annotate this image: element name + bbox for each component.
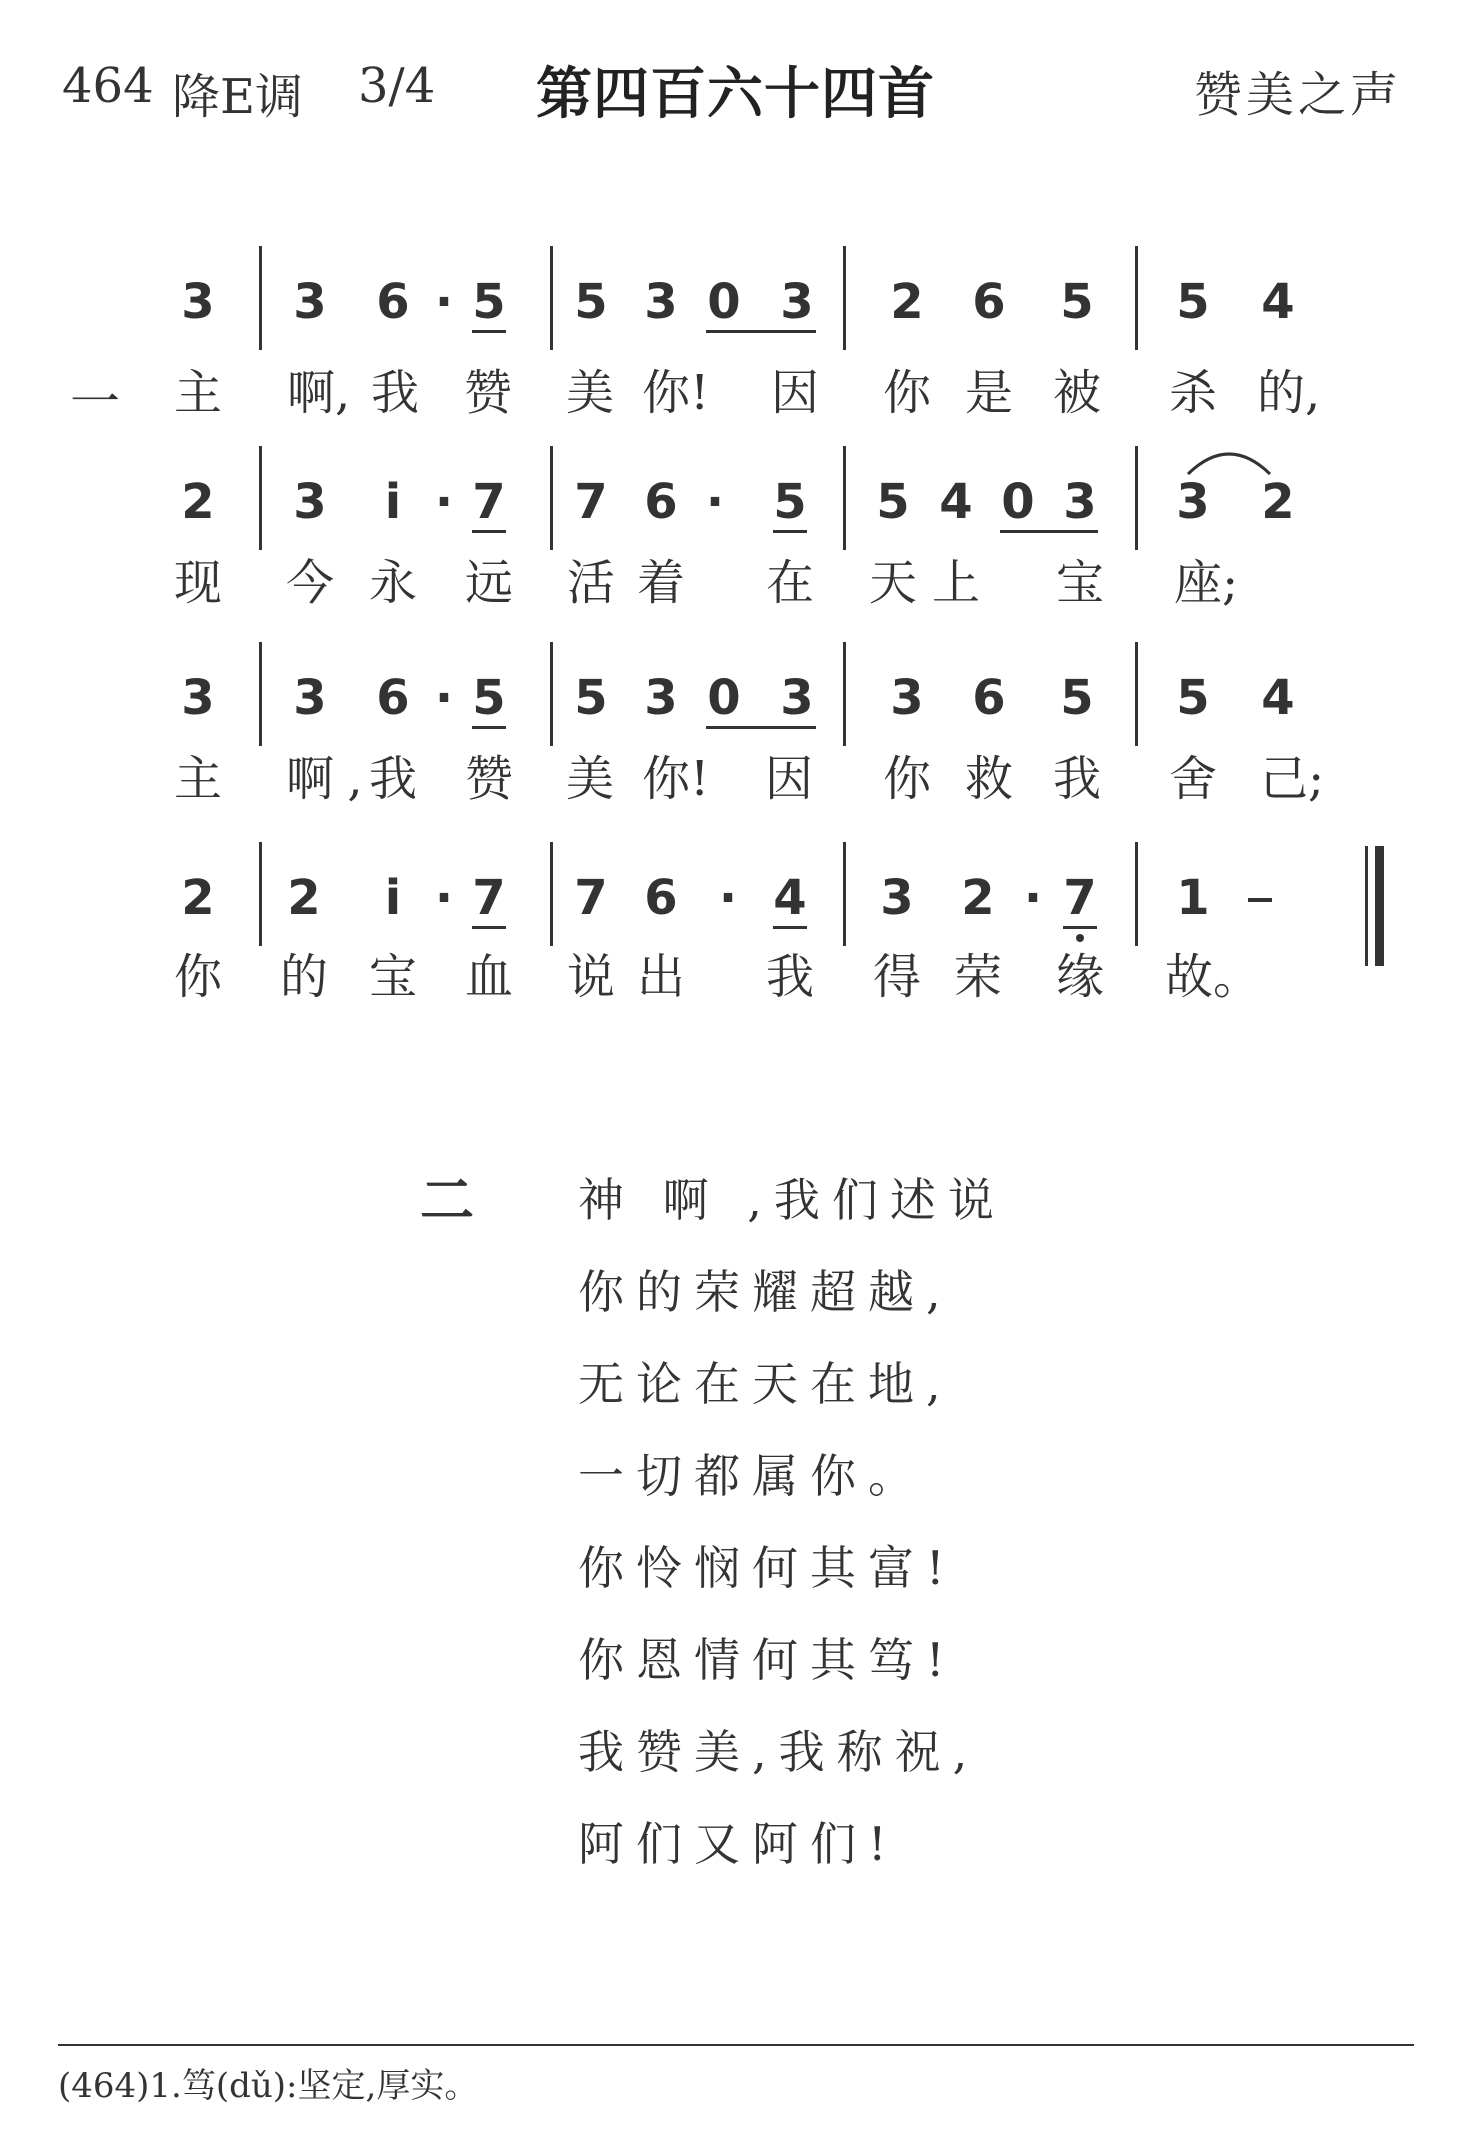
note: 6 — [644, 870, 678, 926]
note: 5 — [472, 670, 506, 726]
lyric: 因 — [764, 751, 813, 807]
verse-two-line: 无论在天在地, — [578, 1357, 953, 1411]
verse-two-line: 你怜悯何其富! — [578, 1541, 957, 1595]
note: 4 — [1261, 274, 1295, 330]
key-signature: 降E调 — [172, 69, 304, 125]
lyric: 上 — [931, 555, 980, 611]
low-octave-dot — [1076, 934, 1084, 942]
note: 6 — [972, 274, 1006, 330]
lyric: 着 — [636, 555, 685, 611]
note: 0 — [707, 274, 741, 330]
dotted-rhythm: · — [718, 870, 738, 926]
verse-two-line: 一切都属你。 — [578, 1449, 926, 1503]
note: 6 — [376, 670, 410, 726]
lyric: 己; — [1260, 751, 1325, 807]
barline — [550, 642, 553, 746]
lyric: 你 — [882, 365, 931, 421]
barline — [1135, 446, 1138, 550]
lyric: 你! — [642, 365, 710, 421]
lyric: 宝 — [1055, 555, 1104, 611]
lyric: 荣 — [953, 949, 1002, 1005]
lyric: 我 — [370, 365, 419, 421]
lyric: 你! — [642, 751, 710, 807]
note: 5 — [472, 274, 506, 330]
note: 7 — [472, 474, 506, 530]
verse-two-line: 我赞美,我称祝, — [578, 1725, 980, 1779]
verse-one-marker: 一 — [70, 373, 120, 431]
note: 3 — [293, 670, 327, 726]
note: 3 — [1176, 474, 1210, 530]
note: 7 — [574, 870, 608, 926]
note: 3 — [880, 870, 914, 926]
lyric: 啊, — [287, 365, 351, 421]
lyric: 活 — [566, 555, 615, 611]
final-barline-thin — [1365, 846, 1368, 966]
time-signature: 3/4 — [358, 58, 436, 114]
note: 2 — [890, 274, 924, 330]
lyric: 我 — [1052, 751, 1101, 807]
note: 6 — [972, 670, 1006, 726]
underline — [773, 926, 807, 929]
lyric: 我 — [368, 751, 417, 807]
note: 1 — [1176, 870, 1210, 926]
lyric: 血 — [464, 949, 513, 1005]
lyric: 我 — [765, 949, 814, 1005]
barline — [550, 842, 553, 946]
underline — [472, 926, 506, 929]
hold-dash — [1248, 898, 1272, 902]
note: 2 — [1261, 474, 1295, 530]
lyric: 你 — [882, 751, 931, 807]
underline — [1063, 926, 1097, 929]
hymn-number: 464 — [62, 58, 154, 114]
note: 0 — [1001, 474, 1035, 530]
barline — [259, 246, 262, 350]
note: 3 — [1063, 474, 1097, 530]
underline — [472, 330, 506, 333]
note: 5 — [1176, 670, 1210, 726]
dotted-rhythm: · — [434, 670, 454, 726]
final-barline-thick — [1375, 846, 1384, 966]
dotted-rhythm: · — [434, 870, 454, 926]
lyric: 啊 — [285, 751, 334, 807]
note: 5 — [1060, 274, 1094, 330]
lyric: 主 — [173, 751, 222, 807]
note: 2 — [287, 870, 321, 926]
note: 2 — [181, 870, 215, 926]
note: 0 — [707, 670, 741, 726]
underline — [472, 530, 506, 533]
note: 4 — [939, 474, 973, 530]
lyric: 因 — [770, 365, 819, 421]
lyric: 今 — [285, 555, 334, 611]
barline — [843, 446, 846, 550]
lyric: 赞 — [463, 365, 512, 421]
lyric: 宝 — [368, 949, 417, 1005]
lyric: 是 — [964, 365, 1013, 421]
note: 3 — [780, 670, 814, 726]
lyric-comma: , — [347, 751, 363, 807]
barline — [843, 246, 846, 350]
note: 2 — [181, 474, 215, 530]
note: 5 — [1060, 670, 1094, 726]
lyric: 美 — [565, 365, 614, 421]
verse-two-marker: 二 — [420, 1169, 474, 1232]
lyric: 赞 — [464, 751, 513, 807]
verse-two-line: 阿们又阿们! — [578, 1817, 899, 1871]
underline — [706, 726, 816, 729]
note: 5 — [574, 670, 608, 726]
lyric: 缘 — [1055, 949, 1104, 1005]
lyric: 的 — [279, 949, 328, 1005]
lyric: 舍 — [1168, 751, 1217, 807]
note: 4 — [773, 870, 807, 926]
barline — [550, 246, 553, 350]
underline — [773, 530, 807, 533]
lyric: 永 — [368, 555, 417, 611]
lyric: 现 — [173, 555, 222, 611]
lyric: 远 — [464, 555, 513, 611]
note: 5 — [773, 474, 807, 530]
lyric: 天 — [868, 555, 917, 611]
verse-two-line: 你的荣耀超越, — [578, 1265, 953, 1319]
barline — [1135, 642, 1138, 746]
barline — [843, 842, 846, 946]
note: 3 — [644, 274, 678, 330]
verse-two-line: 神 啊 ,我们述说 — [578, 1173, 1006, 1227]
note: 4 — [1261, 670, 1295, 726]
note-low: 7 — [1063, 870, 1097, 926]
verse-two-line: 你恩情何其笃! — [578, 1633, 957, 1687]
lyric: 的, — [1257, 365, 1321, 421]
dotted-rhythm: · — [434, 474, 454, 530]
footnote: (464)1.笃(dǔ):坚定,厚实。 — [58, 2066, 479, 2106]
note: 3 — [181, 274, 215, 330]
note: 5 — [876, 474, 910, 530]
hymn-title: 第四百六十四首 — [536, 62, 935, 127]
dotted-rhythm: · — [705, 474, 725, 530]
barline — [843, 642, 846, 746]
note: 7 — [472, 870, 506, 926]
note: 3 — [780, 274, 814, 330]
barline — [259, 642, 262, 746]
barline — [259, 446, 262, 550]
underline — [1000, 530, 1098, 533]
note: 6 — [644, 474, 678, 530]
footnote-rule — [58, 2044, 1414, 2046]
note: 6 — [376, 274, 410, 330]
note: 7 — [574, 474, 608, 530]
lyric: 故。 — [1165, 949, 1262, 1005]
lyric: 美 — [565, 751, 614, 807]
note: 3 — [181, 670, 215, 726]
note-high: i — [384, 870, 402, 926]
lyric: 座; — [1174, 555, 1239, 611]
note: 3 — [293, 474, 327, 530]
lyric: 被 — [1052, 365, 1101, 421]
note: 3 — [890, 670, 924, 726]
lyric: 杀 — [1168, 365, 1217, 421]
note: 2 — [961, 870, 995, 926]
note-high: i — [384, 474, 402, 530]
note: 5 — [574, 274, 608, 330]
barline — [1135, 246, 1138, 350]
underline — [472, 726, 506, 729]
note: 5 — [1176, 274, 1210, 330]
lyric: 主 — [173, 365, 222, 421]
dotted-rhythm: · — [434, 274, 454, 330]
lyric: 出 — [636, 949, 685, 1005]
lyric: 你 — [173, 949, 222, 1005]
barline — [550, 446, 553, 550]
slur — [1184, 440, 1274, 476]
lyric: 在 — [765, 555, 814, 611]
dotted-rhythm: · — [1023, 870, 1043, 926]
barline — [259, 842, 262, 946]
lyric: 救 — [964, 751, 1013, 807]
lyric: 说 — [566, 949, 615, 1005]
lyric: 得 — [872, 949, 921, 1005]
book-title: 赞美之声 — [1193, 67, 1402, 123]
note: 3 — [644, 670, 678, 726]
underline — [706, 330, 816, 333]
barline — [1135, 842, 1138, 946]
note: 3 — [293, 274, 327, 330]
